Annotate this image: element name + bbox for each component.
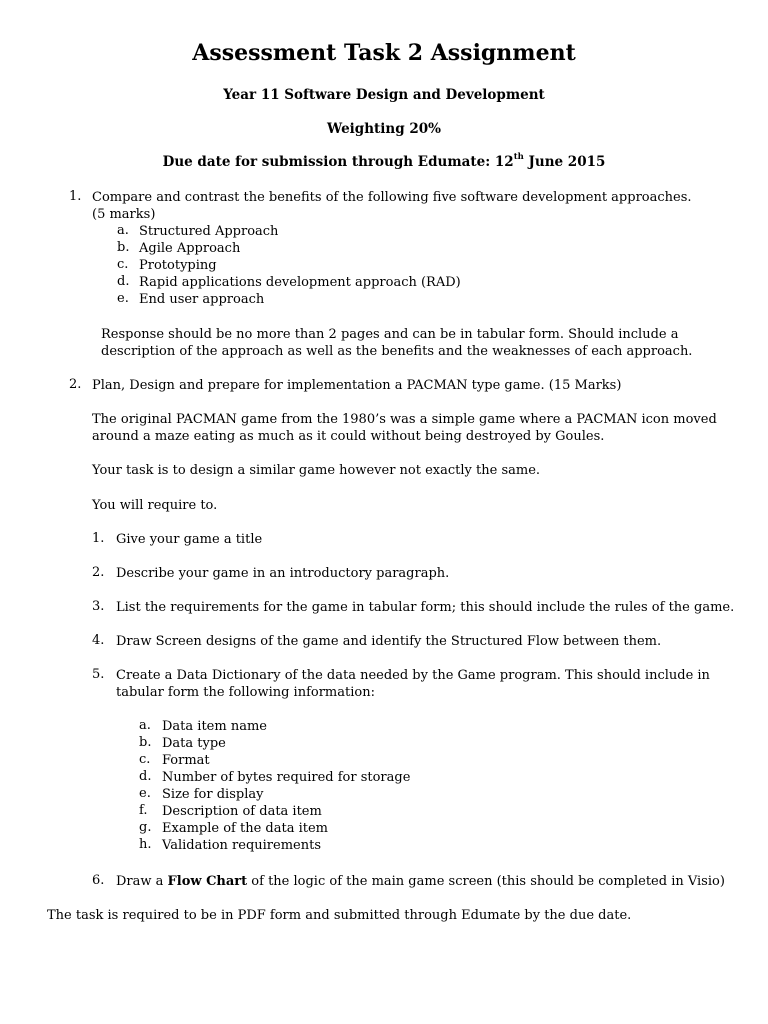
q2-step-marker: 4. xyxy=(92,633,105,648)
dictionary-item: Data type xyxy=(162,736,226,751)
q2-paragraph: The original PACMAN game from the 1980’s was a simple game where a PACMAN icon moved xyxy=(92,412,717,427)
q1-item-marker: e. xyxy=(117,291,129,306)
q2-step-marker: 1. xyxy=(92,531,105,546)
q1-item-marker: b. xyxy=(117,240,130,255)
q2-step-marker: 6. xyxy=(92,873,105,888)
dictionary-item: Format xyxy=(162,753,210,768)
q2-step: List the requirements for the game in tabular form; this should include the rules of the game. xyxy=(116,600,735,615)
q2-paragraph: around a maze eating as much as it could without being destroyed by Goules. xyxy=(92,429,605,444)
weighting: Weighting 20% xyxy=(327,121,441,137)
dictionary-item-marker: a. xyxy=(139,718,151,733)
dictionary-item: Size for display xyxy=(162,787,264,802)
q1-item-marker: d. xyxy=(117,274,130,289)
q2-step: Describe your game in an introductory paragraph. xyxy=(116,566,450,581)
q2-step-marker: 3. xyxy=(92,599,105,614)
q2-step-6 xyxy=(116,873,725,890)
q2-step: Give your game a title xyxy=(116,532,263,547)
due-date-suffix: June 2015 xyxy=(523,154,606,170)
dictionary-item-marker: f. xyxy=(139,803,148,818)
q2-text: Plan, Design and prepare for implementation a PACMAN type game. (15 Marks) xyxy=(92,378,622,393)
q1-item-marker: c. xyxy=(117,257,129,272)
dictionary-item: Description of data item xyxy=(162,804,322,819)
q1-item: End user approach xyxy=(139,292,265,307)
dictionary-item-marker: g. xyxy=(139,820,152,835)
q1-item: Rapid applications development approach (RAD) xyxy=(139,275,461,290)
dictionary-item: Number of bytes required for storage xyxy=(162,770,411,785)
q1-number: 1. xyxy=(69,189,82,204)
dictionary-item: Example of the data item xyxy=(162,821,328,836)
dictionary-item: Validation requirements xyxy=(162,838,322,853)
step6-prefix: Draw a xyxy=(116,874,168,889)
dictionary-item-marker: h. xyxy=(139,837,152,852)
dictionary-item: Data item name xyxy=(162,719,267,734)
q1-response-note: Response should be no more than 2 pages and can be in tabular form. Should include a xyxy=(101,327,679,342)
step6-suffix: of the logic of the main game screen (this should be completed in Visio) xyxy=(247,874,725,889)
dictionary-item-marker: d. xyxy=(139,769,152,784)
document-subtitle: Year 11 Software Design and Development xyxy=(223,87,545,103)
q2-step-marker: 2. xyxy=(92,565,105,580)
q1-item: Prototyping xyxy=(139,258,217,273)
due-date-prefix: Due date for submission through Edumate: 12 xyxy=(162,154,514,170)
q1-item-marker: a. xyxy=(117,223,129,238)
q1-response-note: description of the approach as well as the benefits and the weaknesses of each approach. xyxy=(101,344,693,359)
q1-item: Agile Approach xyxy=(139,241,241,256)
q2-step-marker: 5. xyxy=(92,667,105,682)
q1-text: Compare and contrast the benefits of the following five software development approaches. xyxy=(92,190,692,205)
footer-note: The task is required to be in PDF form and submitted through Edumate by the due date. xyxy=(47,908,632,923)
q2-paragraph: You will require to. xyxy=(92,498,218,513)
q1-marks: (5 marks) xyxy=(92,207,156,222)
q2-step: Create a Data Dictionary of the data needed by the Game program. This should include in xyxy=(116,668,710,683)
dictionary-item-marker: c. xyxy=(139,752,151,767)
flow-chart-emphasis: Flow Chart xyxy=(167,874,248,889)
q2-step: tabular form the following information: xyxy=(116,685,375,700)
q2-step: Draw Screen designs of the game and identify the Structured Flow between them. xyxy=(116,634,662,649)
dictionary-item-marker: b. xyxy=(139,735,152,750)
q2-number: 2. xyxy=(69,377,82,392)
dictionary-item-marker: e. xyxy=(139,786,151,801)
q1-item: Structured Approach xyxy=(139,224,279,239)
document-title: Assessment Task 2 Assignment xyxy=(192,40,576,66)
due-date-sup: th xyxy=(513,152,524,162)
q2-paragraph: Your task is to design a similar game however not exactly the same. xyxy=(92,463,541,478)
due-date xyxy=(0,154,768,170)
